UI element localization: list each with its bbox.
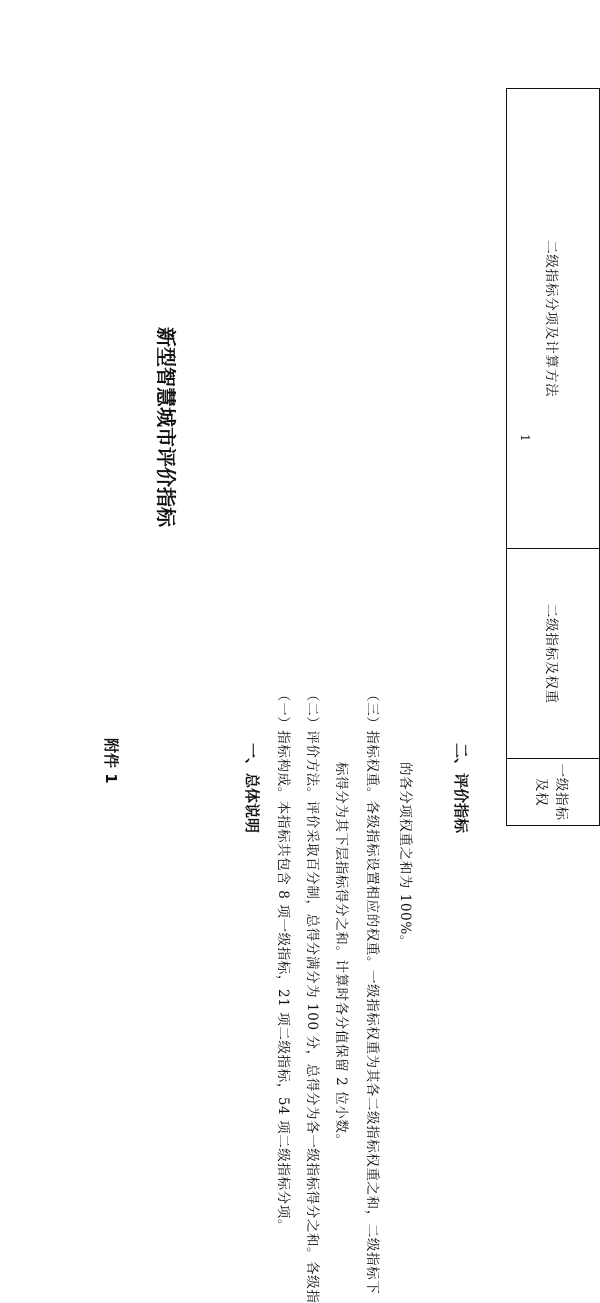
paragraph-indicator-weight-line1: （三）指标权重。各级指标设置相应的权重。一级指标权重为其各二级指标权重之和，二级指标下 <box>364 688 380 1295</box>
paragraph-indicator-weight-line2: 的各分项权重之和为 100%。 <box>397 762 413 949</box>
paragraph-evaluation-method-line1: （二）评价方法。评价采取百分制，总得分满分为 100 分，总得分为各一级指标得分之和。各级指 <box>304 688 320 1303</box>
table-header-subitems: 二级指标分项及计算方法 <box>507 89 600 549</box>
section-heading-overview: 一、总体说明 <box>243 743 261 834</box>
attachment-label: 附件 1 <box>102 738 120 784</box>
section-heading-evaluation-indicators: 二、评价指标 <box>452 743 470 834</box>
table-header-row <box>507 89 600 826</box>
paragraph-indicator-composition: （一）指标构成。本指标共包含 8 项一级指标，21 项二级指标，54 项二级指标分项。 <box>275 688 291 1233</box>
table-header-level1: 一级指标及权 <box>507 759 600 826</box>
indicator-table <box>506 88 600 826</box>
page-number: 1 <box>518 434 532 442</box>
paragraph-evaluation-method-line2: 标得分为其下层指标得分之和。计算时各分值保留 2 位小数。 <box>333 762 349 1148</box>
document-title: 新型智慧城市评价指标 <box>154 327 178 527</box>
table-header-level2: 二级指标及权重 <box>507 549 600 759</box>
